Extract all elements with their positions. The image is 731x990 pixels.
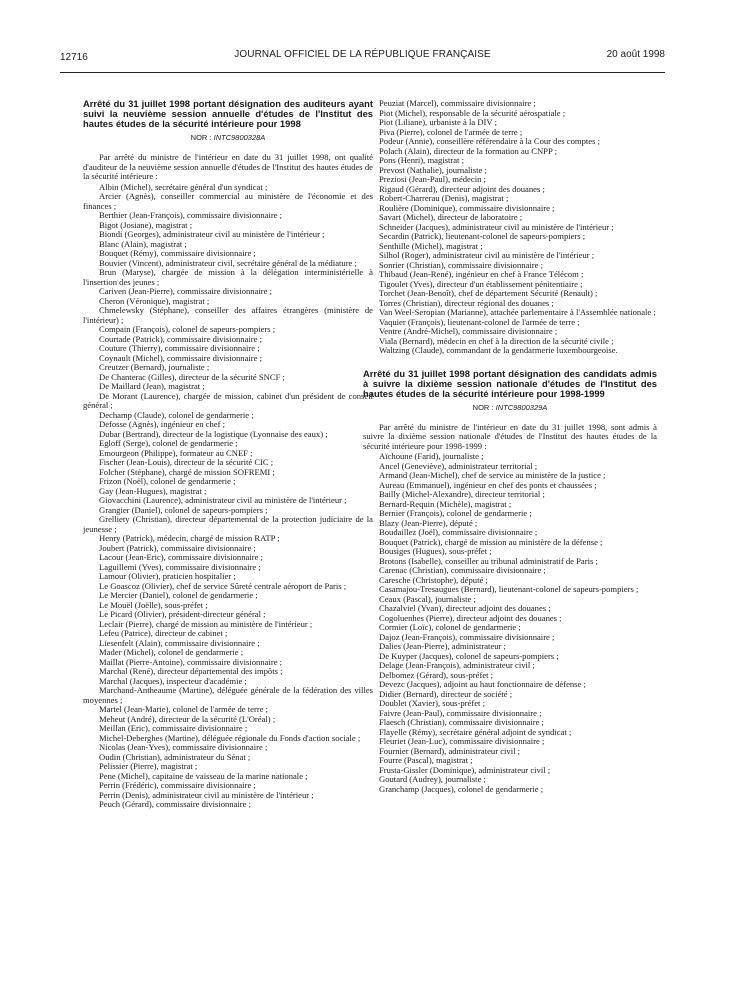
list-entry: Coynault (Michel), commissaire divisionnaire ; [99, 352, 263, 363]
list-entry: Creutzer (Bernard), journaliste ; [99, 362, 210, 373]
list-entry: Doublet (Xavier), sous-préfet ; [379, 698, 485, 709]
list-entry: Silhol (Roger), administrateur civil au ministère de l'intérieur ; [379, 250, 595, 260]
list-entry: Faivre (Jean-Paul), commissaire divisionnaire ; [379, 707, 542, 718]
list-entry: Roulière (Dominique), commissaire divisionnaire ; [379, 202, 555, 213]
page-number: 12716 [60, 52, 88, 63]
left-column [83, 99, 373, 810]
list-entry: Aïchoune (Farid), journaliste ; [379, 451, 484, 462]
list-entry: Secardin (Patrick), lieutenant-colonel de sapeurs-pompiers ; [379, 231, 586, 241]
list-entry: Ceaux (Pascal), journaliste ; [379, 593, 476, 604]
arrete-1-nor [83, 133, 373, 142]
list-entry: Folcher (Stéphane), chargé de mission SOFREMI ; [99, 466, 275, 477]
list-entry: Bernier (François), colonel de gendarmerie ; [379, 508, 532, 519]
list-entry: Fournier (Bernard), administrateur civil ; [379, 745, 521, 756]
section-gap [363, 356, 657, 369]
list-entry: Lamour (Olivier), praticien hospitalier ; [99, 571, 236, 582]
list-entry: Schneider (Jacques), administrateur civil au ministère de l'intérieur ; [379, 221, 614, 232]
list-entry: Cariven (Jean-Pierre), commissaire divisionnaire ; [99, 286, 273, 297]
list-entry: Dechamp (Claude), colonel de gendarmerie ; [99, 409, 254, 420]
list-entry: Dubar (Bertrand), directeur de la logistique (Lyonnaise des eaux) ; [99, 428, 328, 439]
list-entry: Delbomez (Gérard), sous-préfet ; [379, 669, 494, 680]
list-entry: Cheron (Véronique), magistrat ; [99, 295, 210, 306]
list-entry: Michel-Deberghes (Martine), déléguée régionale du Fonds d'action sociale ; [99, 732, 361, 743]
list-entry: Prevost (Nathalie), journaliste ; [379, 164, 487, 175]
list-entry: Ancel (Geneviève), administrateur territorial ; [379, 460, 538, 471]
list-entry: Armand (Jean-Michel), chef de service au ministère de la justice ; [379, 470, 606, 481]
list-entry: Bernard-Requin (Michèle), magistrat ; [379, 498, 512, 509]
journal-title: JOURNAL OFFICIEL DE LA RÉPUBLIQUE FRANÇAISE [234, 49, 491, 60]
list-entry: Bouvier (Vincent), administrateur civil, secrétaire général de la médiature ; [99, 257, 357, 268]
list-entry: Lefeu (Patrice), directeur de cabinet ; [99, 628, 228, 639]
list-entry: Flaesch (Christian), commissaire divisionnaire ; [379, 717, 544, 728]
list-entry: Aureau (Emmanuel), ingénieur en chef des ponts et chaussées ; [379, 479, 597, 490]
right-column [363, 99, 657, 794]
list-entry: Bouquet (Rémy), commissaire divisionnaire ; [99, 248, 256, 259]
list-entry: Berthier (Jean-François), commissaire divisionnaire ; [99, 210, 283, 221]
list-entry: Sonrier (Christian), commissaire divisionnaire ; [379, 259, 543, 270]
list-entry: Oudin (Christian), administrateur du Sénat ; [99, 751, 251, 762]
arrete-2-intro: Par arrêté du ministre de l'intérieur en date du 31 juillet 1998, sont admis à suivre la dixième session nationale d'études de l'Institut des hautes études de la sécurité intérieure pour 1998-1999 : [363, 421, 657, 451]
list-entry: Laguillemi (Yves), commissaire divisionnaire ; [99, 561, 261, 572]
list-entry: Fischer (Jean-Louis), directeur de la sécurité CIC ; [99, 457, 274, 468]
list-entry: Mader (Michel), colonel de gendarmerie ; [99, 647, 244, 658]
list-entry: Emourgeon (Philippe), formateur au CNEF ; [99, 447, 253, 458]
list-entry: Polach (Alain), directeur de la formation au CNPP ; [379, 145, 557, 156]
list-entry: Marchal (René), directeur départemental des impôts ; [99, 666, 283, 677]
list-entry: Bigot (Josiane), magistrat ; [99, 219, 193, 230]
list-entry: Torchet (Jean-Benoît), chef de département Sécurité (Renault) ; [379, 288, 598, 298]
list-entry: Piot (Michel), responsable de la sécurité aérospatiale ; [379, 107, 566, 118]
list-entry: Granchamp (Jacques), colonel de gendarmerie ; [379, 783, 544, 794]
list-entry: Grangier (Daniel), colonel de sapeurs-pompiers ; [99, 504, 268, 515]
list-entry: Goutard (Audrey), journaliste ; [379, 774, 486, 785]
list-entry: Grelliety (Christian), directeur départemental de la protection judiciaire de la jeunesse ; [83, 514, 373, 534]
list-entry: Thibaud (Jean-René), ingénieur en chef à France Télécom ; [379, 269, 584, 279]
list-entry: Torres (Christian), directeur régional des douanes ; [379, 297, 554, 308]
list-entry: Leclair (Pierre), chargé de mission au ministère de l'intérieur ; [99, 618, 313, 629]
list-entry: Le Goascoz (Olivier), chef de service Sûreté centrale aéroport de Paris ; [99, 580, 347, 591]
issue-date: 20 août 1998 [606, 49, 665, 60]
list-entry: Peuch (Gérard), commissaire divisionnaire ; [99, 799, 252, 810]
list-entry: Dalies (Jean-Pierre), administrateur ; [379, 641, 506, 652]
list-entry: Compain (François), colonel de sapeurs-pompiers ; [99, 324, 276, 335]
list-entry: Brotons (Isabelle), conseiller au tribunal administratif de Paris ; [379, 555, 598, 566]
list-entry: Meheut (André), directeur de la sécurité (L'Oréal) ; [99, 713, 276, 724]
list-entry: Bousiges (Hugues), sous-préfet ; [379, 546, 492, 557]
list-entry: Frusta-Gissler (Dominique), administrateur civil ; [379, 764, 551, 775]
list-entry: Ventre (André-Michel), commissaire divisionnaire ; [379, 326, 558, 336]
list-entry: Henry (Patrick), médecin, chargé de mission RATP ; [99, 533, 280, 544]
arrete-2-title: Arrêté du 31 juillet 1998 portant désignation des candidats admis à suivre la dixième session nationale d'études de l'Institut des hautes études de la sécurité intérieure pour 1998-1999 [363, 367, 657, 399]
list-entry: Vaquier (François), lieutenant-colonel de l'armée de terre ; [379, 316, 580, 327]
list-entry: Preziosi (Jean-Paul), médecin ; [379, 174, 486, 184]
list-entry: Robert-Charrerau (Denis), magistrat ; [379, 193, 509, 203]
list-entry: Perrin (Denis), administrateur civil au ministère de l'intérieur ; [99, 789, 314, 800]
list-entry: Egloff (Serge), colonel de gendarmerie ; [99, 438, 238, 449]
list-entry: De Morant (Laurence), chargée de mission, cabinet d'un président de conseil général ; [83, 390, 373, 411]
list-entry: Boudaillez (Joël), commissaire divisionnaire ; [379, 527, 538, 538]
list-entry: Delage (Jean-François), administrateur civil ; [379, 660, 535, 671]
list-entry: Perrin (Frédéric), commissaire divisionnaire ; [99, 780, 256, 791]
list-entry: Peuziat (Marcel), commissaire divisionnaire ; [379, 98, 536, 108]
list-entry: Bailly (Michel-Alexandre), directeur territorial ; [379, 489, 545, 500]
list-entry: Couture (Thierry), commissaire divisionnaire ; [99, 343, 260, 354]
list-entry: Van Weel-Seropian (Marianne), attachée parlementaire à l'Assemblée nationale ; [379, 307, 656, 317]
list-entry: Lacour (Jean-Eric), commissaire divisionnaire ; [99, 552, 263, 563]
list-entry: Viala (Bernard), médecin en chef à la direction de la sécurité civile ; [379, 335, 614, 346]
list-entry: Fourre (Pascal), magistrat ; [379, 755, 473, 766]
list-entry: Chmelewsky (Stéphane), conseiller des affaires étrangères (ministère de l'intérieur) ; [83, 305, 373, 325]
list-entry: Didier (Bernard), directeur de société ; [379, 688, 513, 699]
list-entry: Arcier (Agnès), conseiller commercial au ministère de l'économie et des finances ; [83, 191, 373, 211]
list-entry: Nicolas (Jean-Yves), commissaire divisionnaire ; [99, 742, 268, 753]
list-entry: Cogoluenhes (Pierre), directeur adjoint des douanes ; [379, 612, 562, 623]
list-entry: Maillat (Pierre-Antoine), commissaire divisionnaire ; [99, 656, 283, 667]
list-entry: Biondi (Georges), administrateur civil au ministère de l'intérieur ; [99, 229, 325, 240]
list-entry: Giovacchini (Laurence), administrateur civil au ministère de l'intérieur ; [99, 495, 347, 506]
arrete-2-list [363, 452, 657, 794]
list-entry: Flayelle (Rémy), secrétaire général adjoint de syndicat ; [379, 726, 572, 737]
list-entry: Meillan (Eric), commissaire divisionnaire ; [99, 723, 248, 734]
header-rule [60, 72, 665, 73]
list-entry: Savart (Michel), directeur de laboratoire ; [379, 212, 523, 222]
list-entry: Joubert (Patrick), commissaire divisionnaire ; [99, 542, 256, 553]
list-entry: Blazy (Jean-Pierre), député ; [379, 517, 478, 528]
list-entry: Senthille (Michel), magistrat ; [379, 240, 483, 251]
list-entry: Chazalviel (Yvan), directeur adjoint des douanes ; [379, 603, 551, 614]
list-entry: Martel (Jean-Marie), colonel de l'armée de terre ; [99, 704, 269, 715]
list-entry: Cormier (Loïc), colonel de gendarmerie ; [379, 622, 521, 633]
list-entry: Blanc (Alain), magistrat ; [99, 238, 187, 249]
list-entry: Liesenfelt (Alain), commissaire divisionnaire ; [99, 637, 260, 648]
list-entry: Caresche (Christophe), député ; [379, 574, 488, 585]
list-entry: Le Mercier (Daniel), colonel de gendarmerie ; [99, 590, 258, 601]
arrete-1-list-part-2 [363, 99, 657, 356]
arrete-1-title: Arrêté du 31 juillet 1998 portant désignation des auditeurs ayant suivi la neuvième session annuelle d'études de l'Institut des hautes études de la sécurité intérieure pour 1998 [83, 98, 373, 129]
page-header [60, 49, 665, 65]
list-entry: Marchand-Antheaume (Martine), déléguée générale de la fédération des villes moyennes ; [83, 685, 373, 705]
list-entry: De Chanterac (Gilles), directeur de la sécurité SNCF ; [99, 371, 285, 382]
list-entry: Pene (Michel), capitaine de vaisseau de la marine nationale ; [99, 770, 308, 781]
arrete-2-nor-code: INTC9800329A [495, 402, 548, 412]
list-entry: Devezc (Jacques), adjoint au haut fonctionnaire de défense ; [379, 679, 586, 690]
list-entry: Le Picard (Olivier), président-directeur général ; [99, 609, 266, 620]
arrete-1-intro: Par arrêté du ministre de l'intérieur en date du 31 juillet 1998, ont qualité d'auditeur de la neuvième session annuelle d'études de l'Institut des hautes études de la sécurité intérieure : [83, 152, 373, 182]
list-entry: Frizon (Noël), colonel de gendarmerie ; [99, 476, 236, 487]
list-entry: Albin (Michel), secrétaire général d'un syndicat ; [99, 181, 268, 192]
list-entry: Le Mouël (Joëlle), sous-préfet ; [99, 599, 208, 610]
list-entry: Waltzing (Claude), commandant de la gendarmerie luxembourgeoise. [379, 345, 618, 355]
list-entry: Casamajou-Tresaugues (Bernard), lieutenant-colonel de sapeurs-pompiers ; [379, 584, 639, 595]
arrete-1-list-part-1 [83, 183, 373, 810]
list-entry: Carenac (Christian), commissaire divisionnaire ; [379, 565, 546, 576]
arrete-2-nor-label: NOR : [472, 402, 494, 412]
list-entry: Brun (Maryse), chargée de mission à la délégation interministérielle à l'insertion des jeunes ; [83, 267, 373, 287]
arrete-1-nor-code: INTC9800328A [213, 133, 266, 142]
list-entry: Courtade (Patrick), commissaire divisionnaire ; [99, 333, 263, 344]
list-entry: Pons (Henri), magistrat ; [379, 155, 464, 165]
list-entry: Tigoulet (Yves), directeur d'un établissement pénitentiaire ; [379, 278, 583, 289]
list-entry: Marchal (Jacques), inspecteur d'académie ; [99, 675, 247, 686]
list-entry: Gay (Jean-Hugues), magistrat ; [99, 485, 207, 496]
list-entry: Piva (Pierre), colonel de l'armée de terre ; [379, 126, 523, 137]
list-entry: Pelissier (Pierre), magistrat ; [99, 761, 198, 772]
list-entry: Piot (Liliane), urbaniste à la DIV ; [379, 117, 497, 127]
arrete-2-nor [363, 403, 657, 412]
list-entry: De Maillard (Jean), magistrat ; [99, 381, 205, 392]
list-entry: Podeur (Annie), conseillère référendaire à la Cour des comptes ; [379, 136, 600, 146]
list-entry: Bouquet (Patrick), chargé de mission au ministère de la défense ; [379, 536, 603, 547]
list-entry: Rigaud (Gérard), directeur adjoint des douanes ; [379, 183, 545, 194]
arrete-1-nor-label: NOR : [190, 133, 212, 142]
list-entry: Fleuriet (Jean-Luc), commissaire divisionnaire ; [379, 736, 545, 747]
list-entry: De Kuyper (Jacques), colonel de sapeurs-pompiers ; [379, 650, 559, 661]
list-entry: Defosse (Agnès), ingénieur en chef ; [99, 419, 225, 430]
list-entry: Dajoz (Jean-François), commissaire divisionnaire ; [379, 631, 555, 642]
